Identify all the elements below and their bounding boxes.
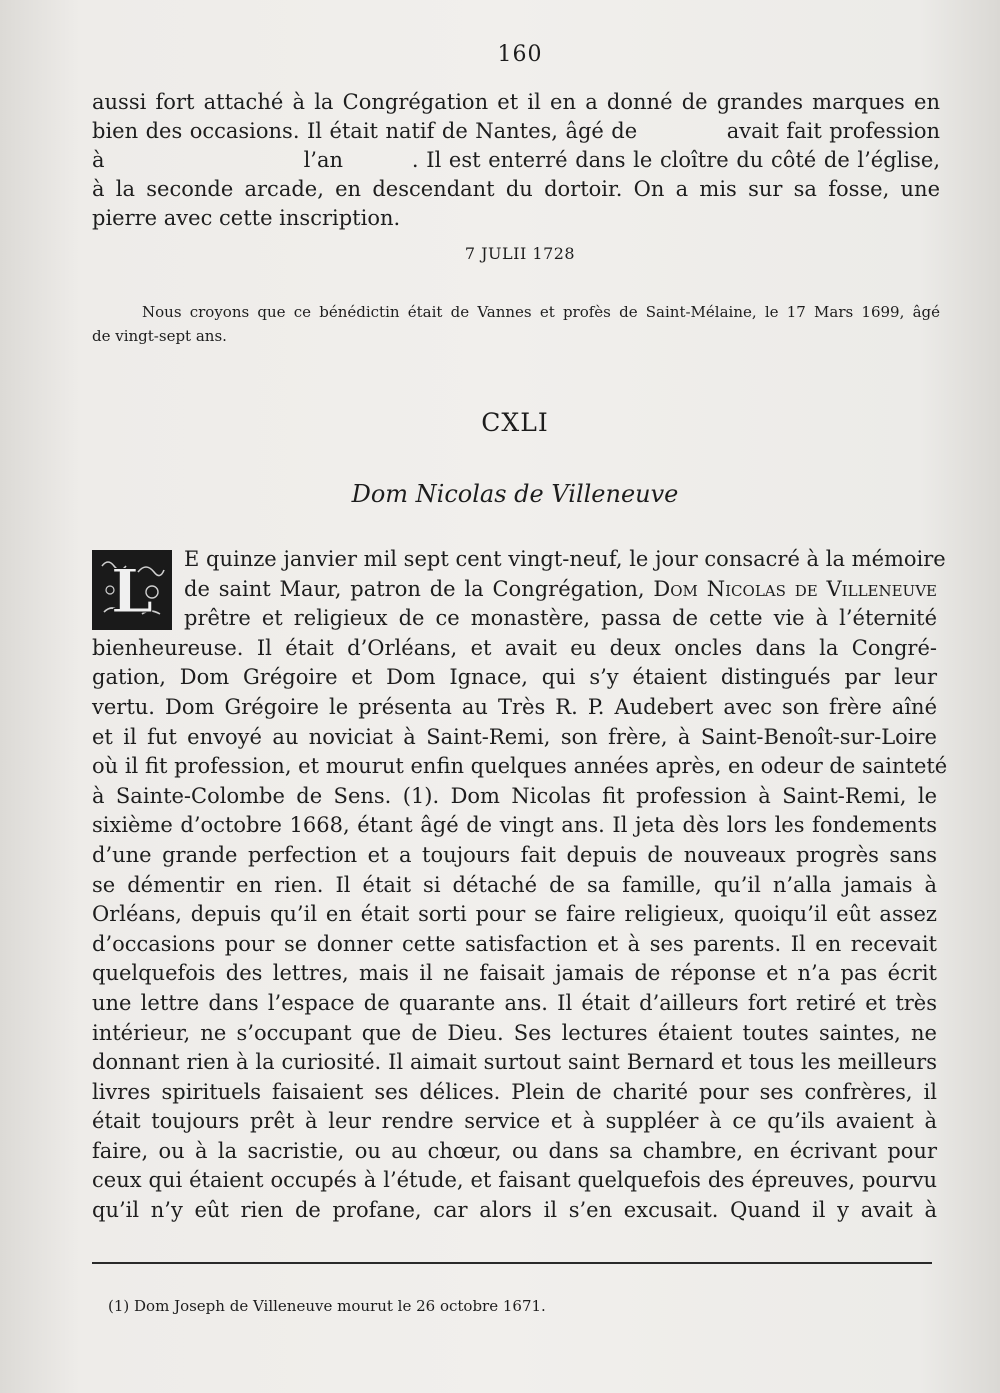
body-line: d’une grande perfection et a toujours fait depuis de nouveaux progrès sans xyxy=(92,842,937,867)
body-line: Orléans, depuis qu’il en était sorti pour se faire religieux, quoiqu’il eût assez xyxy=(92,902,937,927)
body-line xyxy=(92,575,937,605)
body-line: prêtre et religieux de ce monastère, passa de cette vie à l’éternité xyxy=(184,606,937,631)
body-line: intérieur, ne s’occupant que de Dieu. Ses lectures étaient toutes saintes, ne xyxy=(92,1020,937,1045)
chapter-body xyxy=(92,545,948,1226)
body-line: une lettre dans l’espace de quarante ans. Il était d’ailleurs fort retiré et très xyxy=(92,990,937,1015)
top-paragraph xyxy=(92,88,940,233)
top-paragraph-line: à l’an . Il est enterré dans le cloître du côté de l’église, xyxy=(92,148,940,172)
body-line: E quinze janvier mil sept cent vingt-neuf, le jour consacré à la mémoire xyxy=(184,547,946,571)
body-line: faire, ou à la sacristie, ou au chœur, ou dans sa chambre, en écrivant pour xyxy=(92,1138,937,1163)
body-line: qu’il n’y eût rien de profane, car alors il s’en excusait. Quand il y avait à xyxy=(92,1198,937,1223)
body-line: à Sainte-Colombe de Sens. (1). Dom Nicolas fit profession à Saint-Remi, le xyxy=(92,783,937,808)
body-line: gation, Dom Grégoire et Dom Ignace, qui s’y étaient distingués par leur xyxy=(92,665,937,690)
page-number: 160 xyxy=(497,42,543,67)
editor-note-line: Nous croyons que ce bénédictin était de Vannes et profès de Saint-Mélaine, le 17 Mars 1699, âgé xyxy=(142,303,940,321)
body-line: d’occasions pour se donner cette satisfaction et à ses parents. Il en recevait xyxy=(92,931,937,956)
person-name: Dom Nicolas de Villeneuve xyxy=(653,576,937,601)
body-line: vertu. Dom Grégoire le présenta au Très R. P. Audebert avec son frère aîné xyxy=(92,694,937,719)
body-line: bienheureuse. Il était d’Orléans, et avait eu deux oncles dans la Congré- xyxy=(92,635,937,660)
body-line: où il fit profession, et mourut enfin quelques années après, en odeur de sainteté xyxy=(92,754,948,779)
body-line: livres spirituels faisaient ses délices. Plein de charité pour ses confrères, il xyxy=(92,1079,937,1104)
body-line-text: de saint Maur, patron de la Congrégation, xyxy=(184,576,645,601)
top-paragraph-line: bien des occasions. Il était natif de Nantes, âgé de avait fait profession xyxy=(92,119,940,143)
top-paragraph-line: à la seconde arcade, en descendant du dortoir. On a mis sur sa fosse, une xyxy=(92,177,940,201)
inscription: 7 JULII 1728 xyxy=(464,244,576,263)
body-line: quelquefois des lettres, mais il ne faisait jamais de réponse et n’a pas écrit xyxy=(92,961,937,986)
footnote-divider xyxy=(92,1262,932,1264)
body-line: et il fut envoyé au noviciat à Saint-Remi, son frère, à Saint-Benoît-sur-Loire xyxy=(92,724,937,749)
dropcap-letter: L xyxy=(110,557,154,627)
footnote: (1) Dom Joseph de Villeneuve mourut le 26 octobre 1671. xyxy=(108,1297,546,1315)
body-line: sixième d’octobre 1668, étant âgé de vingt ans. Il jeta dès lors les fondements xyxy=(92,813,937,838)
chapter-number: CXLI xyxy=(481,408,549,437)
body-line: donnant rien à la curiosité. Il aimait surtout saint Bernard et tous les meilleurs xyxy=(92,1050,937,1075)
body-line: était toujours prêt à leur rendre service et à suppléer à ce qu’ils avaient à xyxy=(92,1109,937,1134)
top-paragraph-line: aussi fort attaché à la Congrégation et il en a donné de grandes marques en xyxy=(92,90,940,114)
top-paragraph-line: pierre avec cette inscription. xyxy=(92,206,401,230)
body-line: ceux qui étaient occupés à l’étude, et faisant quelquefois des épreuves, pourvu xyxy=(92,1168,937,1193)
editor-note xyxy=(92,300,940,348)
body-line: se démentir en rien. Il était si détaché de sa famille, qu’il n’alla jamais à xyxy=(92,872,937,897)
chapter-title: Dom Nicolas de Villeneuve xyxy=(351,480,679,508)
editor-note-line: de vingt-sept ans. xyxy=(92,327,227,345)
